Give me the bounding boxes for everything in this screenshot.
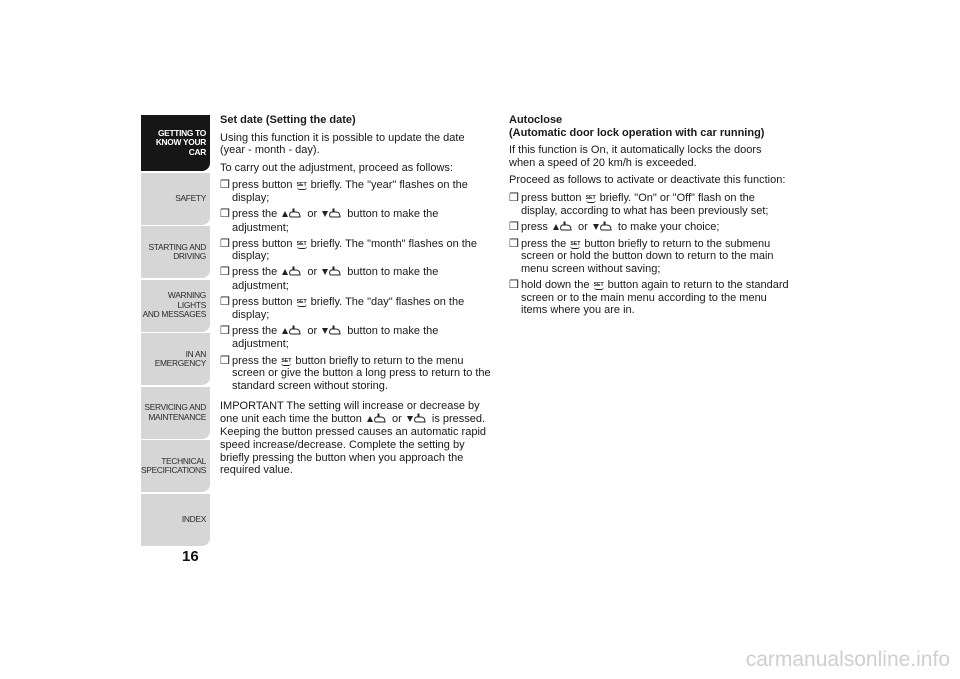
paragraph: Using this function it is possible to update the date (year - month - day). (220, 131, 465, 157)
tab-index[interactable]: INDEX (141, 494, 210, 546)
checkbox-bullet-icon: ❒ (509, 220, 519, 233)
item-text: or (304, 324, 321, 337)
right-column (509, 114, 789, 320)
item-text: press the (232, 354, 281, 367)
list-item (220, 325, 492, 351)
list-item (220, 296, 492, 321)
item-text: or (304, 208, 321, 221)
item-text: hold down the (521, 279, 593, 292)
checkbox-bullet-icon: ❒ (220, 354, 230, 367)
paragraph: To carry out the adjustment, proceed as follows: (220, 161, 453, 174)
checkbox-bullet-icon: ❒ (509, 237, 519, 250)
item-text: button briefly to return to the submenu screen or hold the button down to return to the main menu screen without saving; (521, 237, 774, 275)
tab-warning-lights[interactable]: WARNING LIGHTS AND MESSAGES (141, 280, 210, 332)
set-button-icon: SET (570, 240, 581, 247)
note-text: is pressed. Keeping the button pressed causes an automatic rapid speed increase/decrease. Complete the setting by briefly pressing the button when you approach the required value. (220, 412, 487, 477)
paragraph: Proceed as follows to activate or deactivate this function: (509, 174, 786, 187)
page-number: 16 (182, 548, 199, 565)
left-column (220, 114, 492, 482)
set-button-icon: SET (281, 357, 292, 364)
tab-servicing[interactable]: SERVICING AND MAINTENANCE (141, 387, 210, 439)
item-text: briefly. "On" or "Off" flash on the display, according to what has been previously set; (521, 191, 769, 217)
list-item (509, 192, 789, 217)
item-text: button to make the adjustment; (232, 208, 439, 234)
item-text: or (574, 220, 591, 233)
set-button-icon: SET (593, 282, 604, 289)
item-text: press the (232, 324, 281, 337)
heading-line: Autoclose (509, 114, 563, 126)
item-text: or (304, 266, 321, 279)
up-arrow-button-icon (552, 221, 574, 235)
list-item (509, 221, 789, 235)
note-text: or (388, 412, 405, 425)
tab-starting-and-driving[interactable]: STARTING AND DRIVING (141, 226, 210, 278)
important-note (220, 400, 492, 477)
tab-technical-specifications[interactable]: TECHNICAL SPECIFICATIONS (141, 440, 210, 492)
item-text: press the (232, 208, 281, 221)
checkbox-bullet-icon: ❒ (220, 296, 230, 309)
paragraph: If this function is On, it automatically locks the doors when a speed of 20 km/h is exceeded. (509, 144, 762, 169)
item-text: press button (232, 296, 296, 309)
checkbox-bullet-icon: ❒ (220, 208, 230, 221)
list-item (220, 208, 492, 234)
item-text: briefly. The "day" flashes on the display; (232, 296, 465, 321)
up-arrow-button-icon (281, 266, 303, 280)
section-tabs (141, 115, 210, 547)
item-text: button to make the adjustment; (232, 324, 439, 351)
down-arrow-button-icon (406, 413, 428, 427)
checkbox-bullet-icon: ❒ (220, 324, 230, 337)
checkbox-bullet-icon: ❒ (220, 237, 230, 250)
up-arrow-button-icon (281, 325, 303, 339)
heading-line: (Automatic door lock operation with car running) (509, 126, 765, 139)
set-button-icon: SET (296, 299, 307, 306)
item-text: press the (232, 266, 281, 279)
set-button-icon: SET (296, 240, 307, 247)
item-text: press the (521, 237, 570, 250)
tab-getting-to-know-your-car[interactable]: GETTING TO KNOW YOUR CAR (141, 115, 210, 171)
checkbox-bullet-icon: ❒ (220, 266, 230, 279)
item-text: button briefly to return to the menu screen or give the button a long press to return to the standard screen without storing. (232, 354, 491, 392)
watermark: carmanualsonline.info (745, 648, 950, 671)
item-text: to make your choice; (614, 220, 720, 233)
down-arrow-button-icon (321, 325, 343, 339)
item-text: button again to return to the standard screen or to the main menu according to the menu items where you are in. (521, 279, 789, 317)
item-text: briefly. The "year" flashes on the display; (232, 179, 468, 204)
list-item (509, 279, 789, 317)
down-arrow-button-icon (321, 208, 343, 222)
item-text: press (521, 220, 551, 233)
up-arrow-button-icon (281, 208, 303, 222)
item-text: briefly. The "month" flashes on the display; (232, 237, 478, 263)
set-button-icon: SET (296, 182, 307, 189)
list-item (220, 355, 492, 393)
set-button-icon: SET (585, 194, 596, 201)
item-text: press button (521, 191, 585, 204)
list-item (220, 179, 492, 204)
section-heading-autoclose (509, 114, 789, 139)
tab-safety[interactable]: SAFETY (141, 173, 210, 225)
tab-in-an-emergency[interactable]: IN AN EMERGENCY (141, 333, 210, 385)
down-arrow-button-icon (592, 221, 614, 235)
list-item (220, 238, 492, 263)
section-heading-set-date: Set date (Setting the date) (220, 114, 356, 126)
note-text: IMPORTANT The setting will increase or decrease by one unit each time the button (220, 400, 480, 425)
list-item (220, 266, 492, 292)
item-text: press button (232, 237, 296, 250)
list-item (509, 238, 789, 276)
checkbox-bullet-icon: ❒ (509, 279, 519, 292)
item-text: press button (232, 179, 296, 192)
checkbox-bullet-icon: ❒ (220, 179, 230, 192)
up-arrow-button-icon (366, 413, 388, 427)
down-arrow-button-icon (321, 266, 343, 280)
item-text: button to make the adjustment; (232, 266, 439, 293)
checkbox-bullet-icon: ❒ (509, 191, 519, 204)
